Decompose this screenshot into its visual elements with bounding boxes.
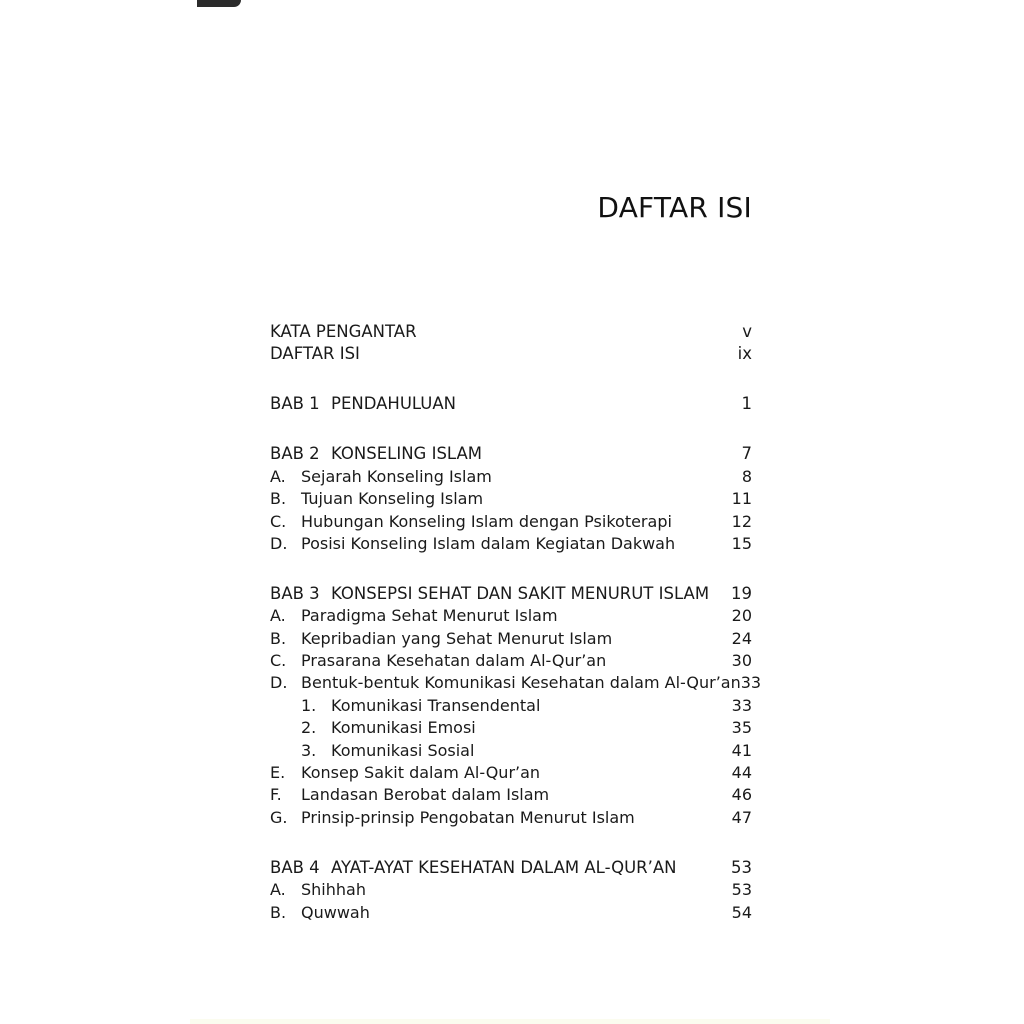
toc-row-kata-pengantar (270, 321, 752, 343)
toc-row-section (270, 488, 752, 510)
toc-page-number: 30 (731, 651, 752, 671)
toc-page-number: 11 (731, 489, 752, 509)
chapter-title: AYAT-AYAT KESEHATAN DALAM AL-QUR’AN (331, 857, 677, 877)
toc-row-subsection (270, 740, 752, 762)
section-label: E. (270, 763, 286, 783)
section-title: Sejarah Konseling Islam (301, 466, 492, 486)
section-title: Posisi Konseling Islam dalam Kegiatan Dakwah (301, 533, 676, 553)
toc-row-section (270, 672, 762, 694)
toc-entry-text: KATA PENGANTAR (270, 322, 417, 341)
section-title: Kepribadian yang Sehat Menurut Islam (301, 628, 613, 648)
toc-page-number: 33 (740, 673, 762, 693)
section-label: G. (270, 807, 288, 827)
chapter-title: KONSEPSI SEHAT DAN SAKIT MENURUT ISLAM (331, 583, 710, 603)
subsection-title: Komunikasi Transendental (331, 695, 541, 715)
toc-row-daftar-isi (270, 343, 752, 365)
chapter-label: BAB 2 (270, 444, 320, 464)
toc-row-chapter-4 (270, 857, 752, 879)
toc-page-number: 24 (731, 628, 752, 648)
section-title: Prasarana Kesehatan dalam Al-Qur’an (301, 651, 607, 671)
page-bottom-edge (190, 1019, 830, 1024)
toc-row-section (270, 605, 752, 627)
section-title: Hubungan Konseling Islam dengan Psikoterapi (301, 511, 672, 531)
toc-page-number: 15 (731, 533, 752, 553)
section-title: Quwwah (301, 902, 370, 922)
toc-page-number: 8 (741, 466, 752, 486)
chapter-title: PENDAHULUAN (331, 394, 456, 414)
toc-row-section (270, 807, 752, 829)
section-title: Bentuk-bentuk Komunikasi Kesehatan dalam Al-Qur’an (301, 673, 741, 693)
toc-page-number: 41 (731, 740, 752, 760)
table-of-contents (270, 321, 762, 924)
section-label: A. (270, 466, 286, 486)
chapter-label: BAB 4 (270, 857, 320, 877)
toc-page-number: 19 (731, 583, 752, 603)
toc-page-number: 7 (741, 444, 752, 464)
toc-page-number: v (742, 322, 752, 341)
section-title: Tujuan Konseling Islam (301, 489, 484, 509)
toc-page-number: 33 (731, 695, 752, 715)
subsection-title: Komunikasi Emosi (331, 718, 476, 738)
toc-row-chapter-2 (270, 443, 752, 465)
toc-row-subsection (270, 695, 752, 717)
toc-row-section (270, 628, 752, 650)
subsection-label: 2. (301, 718, 317, 738)
section-title: Prinsip-prinsip Pengobatan Menurut Islam (301, 807, 635, 827)
toc-page-number: 53 (731, 857, 752, 877)
toc-page-number: 44 (731, 763, 752, 783)
toc-row-section (270, 511, 752, 533)
section-title: Konsep Sakit dalam Al-Qur’an (301, 763, 541, 783)
toc-row-chapter-1 (270, 393, 752, 415)
section-title: Landasan Berobat dalam Islam (301, 785, 550, 805)
page-title: DAFTAR ISI (597, 190, 752, 224)
subsection-label: 3. (301, 740, 317, 760)
section-label: B. (270, 902, 287, 922)
section-label: C. (270, 511, 287, 531)
toc-page-number: 47 (731, 807, 752, 827)
toc-row-section (270, 902, 752, 924)
chapter-label: BAB 1 (270, 394, 320, 414)
toc-entry-text: DAFTAR ISI (270, 344, 360, 364)
toc-row-section (270, 650, 752, 672)
toc-page-number: ix (737, 344, 752, 364)
section-label: A. (270, 880, 286, 900)
toc-row-section (270, 879, 752, 901)
toc-page-number: 20 (731, 606, 752, 626)
section-label: A. (270, 606, 286, 626)
section-label: F. (270, 785, 282, 805)
toc-page-number: 12 (731, 511, 752, 531)
section-label: D. (270, 533, 288, 553)
subsection-label: 1. (301, 695, 317, 715)
chapter-label: BAB 3 (270, 583, 320, 603)
toc-row-chapter-3 (270, 583, 752, 605)
chapter-title: KONSELING ISLAM (331, 444, 483, 464)
section-title: Shihhah (301, 880, 366, 900)
section-label: B. (270, 628, 287, 648)
section-label: D. (270, 673, 288, 693)
toc-row-section (270, 784, 752, 806)
toc-row-section (270, 466, 752, 488)
toc-page-number: 35 (731, 718, 752, 738)
toc-row-subsection (270, 717, 752, 739)
subsection-title: Komunikasi Sosial (331, 740, 475, 760)
toc-row-section (270, 762, 752, 784)
toc-page-number: 46 (731, 785, 752, 805)
toc-page-number: 1 (741, 394, 752, 414)
section-title: Paradigma Sehat Menurut Islam (301, 606, 558, 626)
toc-page-number: 53 (731, 880, 752, 900)
section-label: B. (270, 489, 287, 509)
section-label: C. (270, 651, 287, 671)
page-corner-mark (197, 0, 241, 7)
toc-row-section (270, 533, 752, 555)
toc-page-number: 54 (731, 902, 752, 922)
